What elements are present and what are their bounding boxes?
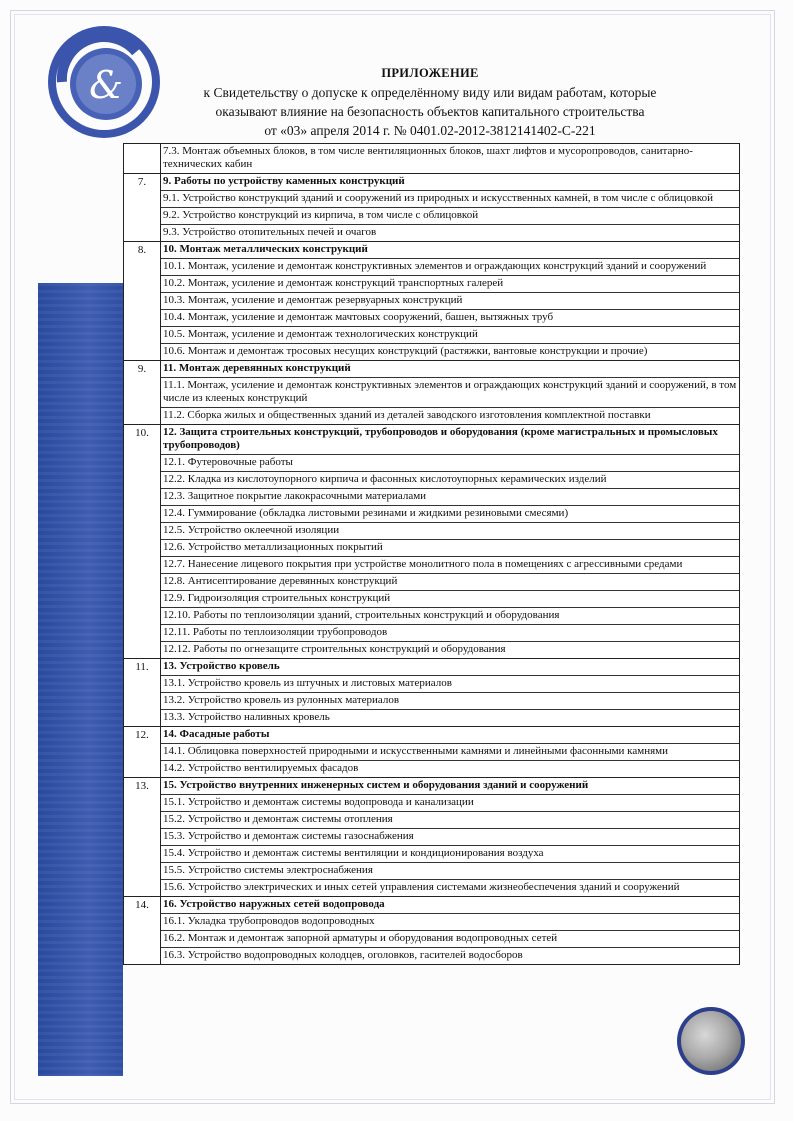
work-item: 12.8. Антисептирование деревянных конструкций: [161, 574, 739, 591]
work-item: 10.2. Монтаж, усиление и демонтаж конструкций транспортных галерей: [161, 276, 739, 293]
row-content: [161, 659, 740, 727]
work-group-heading: 14. Фасадные работы: [161, 727, 739, 744]
row-content: [161, 144, 740, 174]
work-item: 10.5. Монтаж, усиление и демонтаж технологических конструкций: [161, 327, 739, 344]
work-item: 12.10. Работы по теплоизоляции зданий, строительных конструкций и оборудования: [161, 608, 739, 625]
work-item: 12.1. Футеровочные работы: [161, 455, 739, 472]
works-table: [123, 143, 740, 965]
document-header: [150, 64, 710, 140]
work-item: 15.5. Устройство системы электроснабжения: [161, 863, 739, 880]
work-item: 14.1. Облицовка поверхностей природными и искусственными камнями и линейными фасонными камнями: [161, 744, 739, 761]
table-row: [124, 897, 740, 965]
row-number: [124, 144, 161, 174]
work-group-heading: 10. Монтаж металлических конструкций: [161, 242, 739, 259]
work-item: 12.11. Работы по теплоизоляции трубопроводов: [161, 625, 739, 642]
work-item: 10.3. Монтаж, усиление и демонтаж резервуарных конструкций: [161, 293, 739, 310]
row-content: [161, 242, 740, 361]
work-item: 15.6. Устройство электрических и иных сетей управления системами жизнеобеспечения зданий и сооружений: [163, 881, 680, 893]
work-item: 12.7. Нанесение лицевого покрытия при устройстве монолитного пола в помещениях с агрессивными средами: [161, 557, 739, 574]
table-row: [124, 144, 740, 174]
header-line-3: от «03» апреля 2014 г. № 0401.02-2012-3812141402-С-221: [264, 123, 596, 138]
table-row: [124, 174, 740, 242]
work-item: 9.2. Устройство конструкций из кирпича, в том числе с облицовкой: [161, 208, 739, 225]
work-item: 13.1. Устройство кровель из штучных и листовых материалов: [161, 676, 739, 693]
table-row: [124, 242, 740, 361]
row-number: 11.: [124, 659, 161, 727]
work-item: 12.2. Кладка из кислотоупорного кирпича и фасонных кислотоупорных керамических изделий: [161, 472, 739, 489]
work-item: 7.3. Монтаж объемных блоков, в том числе вентиляционных блоков, шахт лифтов и мусоропроводов, санитарно-технических кабин: [163, 145, 693, 170]
organization-logo-icon: [44, 22, 164, 142]
work-group-heading: 15. Устройство внутренних инженерных систем и оборудования зданий и сооружений: [161, 778, 739, 795]
row-content: [161, 727, 740, 778]
work-item: 13.2. Устройство кровель из рулонных материалов: [161, 693, 739, 710]
work-group-heading: 12. Защита строительных конструкций, трубопроводов и оборудования (кроме магистральных и промысловых трубопроводов): [161, 425, 739, 455]
table-row: [124, 778, 740, 897]
work-item: 15.3. Устройство и демонтаж системы газоснабжения: [161, 829, 739, 846]
work-item: 13.3. Устройство наливных кровель: [163, 711, 330, 723]
header-title: ПРИЛОЖЕНИЕ: [381, 66, 479, 80]
table-row: [124, 425, 740, 659]
row-number: 9.: [124, 361, 161, 425]
work-item: 15.1. Устройство и демонтаж системы водопровода и канализации: [161, 795, 739, 812]
work-item: 11.1. Монтаж, усиление и демонтаж конструктивных элементов и ограждающих конструкций зданий и сооружений, в том числе из клееных конструкций: [161, 378, 739, 408]
row-number: 13.: [124, 778, 161, 897]
work-item: 11.2. Сборка жилых и общественных зданий из деталей заводского изготовления комплектной поставки: [163, 409, 651, 421]
table-row: [124, 659, 740, 727]
work-item: 15.2. Устройство и демонтаж системы отопления: [161, 812, 739, 829]
row-number: 12.: [124, 727, 161, 778]
row-content: [161, 425, 740, 659]
work-item: 16.2. Монтаж и демонтаж запорной арматуры и оборудования водопроводных сетей: [161, 931, 739, 948]
row-number: 8.: [124, 242, 161, 361]
row-content: [161, 361, 740, 425]
work-item: 16.1. Укладка трубопроводов водопроводных: [161, 914, 739, 931]
work-item: 9.3. Устройство отопительных печей и очагов: [163, 226, 377, 238]
work-item: 10.1. Монтаж, усиление и демонтаж конструктивных элементов и ограждающих конструкций зданий и сооружений: [161, 259, 739, 276]
work-item: 14.2. Устройство вентилируемых фасадов: [163, 762, 359, 774]
work-item: 10.4. Монтаж, усиление и демонтаж мачтовых сооружений, башен, вытяжных труб: [161, 310, 739, 327]
work-group-heading: 16. Устройство наружных сетей водопровода: [161, 897, 739, 914]
work-item: 16.3. Устройство водопроводных колодцев, оголовков, гасителей водосборов: [163, 949, 523, 961]
work-item: 12.5. Устройство оклеечной изоляции: [161, 523, 739, 540]
row-content: [161, 174, 740, 242]
work-item: 10.6. Монтаж и демонтаж тросовых несущих конструкций (растяжки, вантовые конструкции и прочие): [163, 345, 648, 357]
row-number: 14.: [124, 897, 161, 965]
row-content: [161, 778, 740, 897]
hologram-seal-icon: [676, 1006, 746, 1076]
work-item: 9.1. Устройство конструкций зданий и сооружений из природных и искусственных камней, в том числе с облицовкой: [161, 191, 739, 208]
row-content: [161, 897, 740, 965]
work-group-heading: 11. Монтаж деревянных конструкций: [161, 361, 739, 378]
svg-text:&: &: [89, 63, 123, 107]
table-row: [124, 361, 740, 425]
table-row: [124, 727, 740, 778]
work-item: 15.4. Устройство и демонтаж системы вентиляции и кондиционирования воздуха: [161, 846, 739, 863]
work-item: 12.9. Гидроизоляция строительных конструкций: [161, 591, 739, 608]
header-line-2: оказывают влияние на безопасность объектов капитального строительства: [215, 104, 645, 119]
work-item: 12.12. Работы по огнезащите строительных конструкций и оборудования: [163, 643, 506, 655]
work-group-heading: 9. Работы по устройству каменных конструкций: [161, 174, 739, 191]
header-line-1: к Свидетельству о допуске к определённому виду или видам работам, которые: [203, 85, 657, 100]
work-item: 12.3. Защитное покрытие лакокрасочными материалами: [161, 489, 739, 506]
work-item: 12.4. Гуммирование (обкладка листовыми резинами и жидкими резиновыми смесями): [161, 506, 739, 523]
work-group-heading: 13. Устройство кровель: [161, 659, 739, 676]
row-number: 7.: [124, 174, 161, 242]
work-item: 12.6. Устройство металлизационных покрытий: [161, 540, 739, 557]
row-number: 10.: [124, 425, 161, 659]
side-decoration-texture: [38, 283, 123, 1076]
